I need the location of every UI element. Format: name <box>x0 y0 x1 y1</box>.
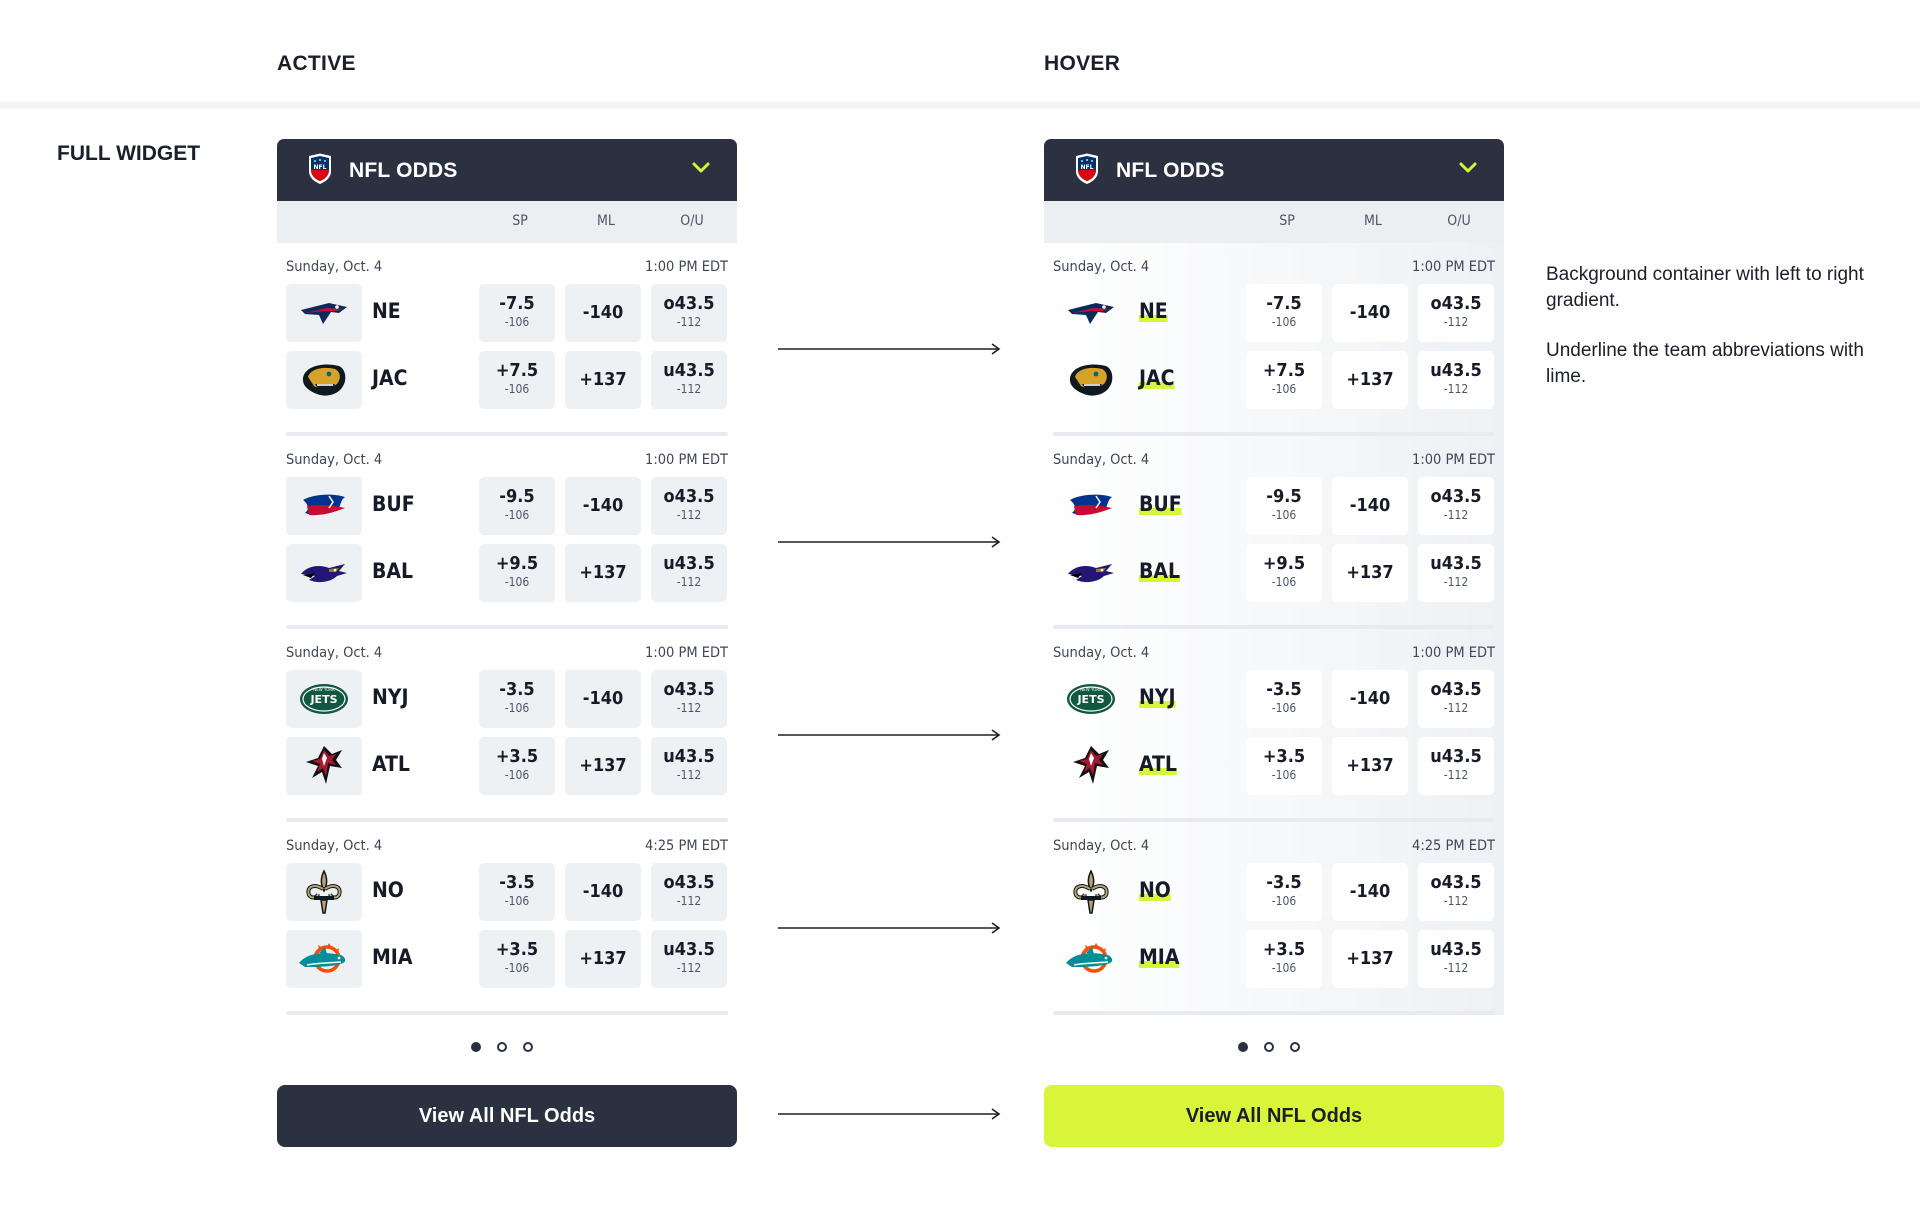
spread-value: -9.5 <box>1266 486 1302 507</box>
spread-value: +3.5 <box>495 746 539 767</box>
game-date: Sunday, Oct. 4 <box>1053 452 1150 468</box>
spread-value: -3.5 <box>499 679 535 700</box>
saints-logo-icon <box>286 863 362 921</box>
team-abbreviation: JAC <box>1139 366 1175 390</box>
spread-price: -106 <box>1271 315 1297 329</box>
spread-odds-cell[interactable] <box>479 477 555 535</box>
team-row <box>286 284 728 342</box>
arrow-icon <box>778 1108 1003 1120</box>
game-date: Sunday, Oct. 4 <box>1053 645 1150 661</box>
total-price: -112 <box>1443 894 1469 908</box>
moneyline-odds-cell[interactable] <box>1332 737 1408 795</box>
jaguars-logo-icon <box>1053 351 1129 409</box>
team-abbreviation: NYJ <box>372 685 409 709</box>
pagination-dot[interactable] <box>1238 1042 1248 1052</box>
total-odds-cell[interactable] <box>1418 477 1494 535</box>
team-abbreviation: NO <box>1139 878 1171 902</box>
moneyline-odds-cell[interactable] <box>565 477 641 535</box>
game-date: Sunday, Oct. 4 <box>286 452 383 468</box>
game-date: Sunday, Oct. 4 <box>1053 259 1150 275</box>
game-card[interactable] <box>1044 243 1504 436</box>
spread-price: -106 <box>1271 894 1297 908</box>
game-card <box>277 436 737 629</box>
spread-price: -106 <box>504 768 530 782</box>
game-card <box>277 822 737 1015</box>
team-row <box>1053 737 1495 795</box>
bills-logo-icon <box>1053 477 1129 535</box>
total-value: o43.5 <box>1430 293 1482 314</box>
game-time: 4:25 PM EDT <box>645 838 728 854</box>
team-abbreviation: NE <box>372 299 401 323</box>
spread-odds-cell[interactable] <box>479 930 555 988</box>
spread-odds-cell[interactable] <box>1246 284 1322 342</box>
column-header-sp: SP <box>1279 213 1295 229</box>
moneyline-odds-cell[interactable] <box>565 670 641 728</box>
svg-text:NEW YORK: NEW YORK <box>1080 687 1102 692</box>
team-abbreviation: NE <box>1139 299 1168 323</box>
moneyline-value: -140 <box>1349 495 1391 516</box>
total-odds-cell[interactable] <box>651 477 727 535</box>
total-value: o43.5 <box>1430 486 1482 507</box>
ravens-logo-icon <box>286 544 362 602</box>
spread-price: -106 <box>1271 382 1297 396</box>
spread-value: -3.5 <box>1266 679 1302 700</box>
total-value: u43.5 <box>1430 360 1482 381</box>
team-row <box>286 544 728 602</box>
game-date: Sunday, Oct. 4 <box>286 259 383 275</box>
total-price: -112 <box>676 768 702 782</box>
total-price: -112 <box>1443 315 1469 329</box>
svg-text:NEW YORK: NEW YORK <box>313 687 335 692</box>
arrow-icon <box>778 536 1003 548</box>
game-card <box>277 629 737 822</box>
column-header-ml: ML <box>597 213 615 229</box>
spread-odds-cell[interactable] <box>479 544 555 602</box>
total-odds-cell[interactable] <box>651 863 727 921</box>
total-price: -112 <box>1443 575 1469 589</box>
svg-text:JETS: JETS <box>1077 693 1105 706</box>
svg-text:JETS: JETS <box>310 693 338 706</box>
jets-logo-icon <box>1053 670 1129 728</box>
team-row <box>286 477 728 535</box>
spread-price: -106 <box>504 575 530 589</box>
pagination-dot[interactable] <box>523 1042 533 1052</box>
spread-odds-cell[interactable] <box>1246 477 1322 535</box>
spread-value: +3.5 <box>495 939 539 960</box>
total-odds-cell[interactable] <box>651 351 727 409</box>
total-value: u43.5 <box>663 939 715 960</box>
spread-odds-cell[interactable] <box>479 284 555 342</box>
team-abbreviation: NO <box>372 878 404 902</box>
game-time: 1:00 PM EDT <box>1412 645 1495 661</box>
total-odds-cell[interactable] <box>1418 930 1494 988</box>
patriots-logo-icon <box>286 284 362 342</box>
spread-price: -106 <box>504 961 530 975</box>
nfl-shield-icon <box>307 153 333 185</box>
game-time: 1:00 PM EDT <box>645 259 728 275</box>
team-row <box>1053 930 1495 988</box>
spread-odds-cell[interactable] <box>479 670 555 728</box>
pagination-dot[interactable] <box>471 1042 481 1052</box>
team-abbreviation: BUF <box>1139 492 1182 516</box>
spread-price: -106 <box>1271 508 1297 522</box>
total-value: u43.5 <box>663 553 715 574</box>
team-abbreviation: JAC <box>372 366 408 390</box>
moneyline-value: -140 <box>1349 688 1391 709</box>
game-divider <box>1053 1011 1495 1015</box>
total-value: u43.5 <box>1430 746 1482 767</box>
moneyline-value: +137 <box>1346 562 1394 583</box>
spread-value: +9.5 <box>495 553 539 574</box>
spread-value: +3.5 <box>1262 746 1306 767</box>
column-label-hover: HOVER <box>1044 52 1121 75</box>
total-odds-cell[interactable] <box>651 284 727 342</box>
total-price: -112 <box>676 894 702 908</box>
dolphins-logo-icon <box>286 930 362 988</box>
arrow-icon <box>778 729 1003 741</box>
spread-price: -106 <box>504 315 530 329</box>
game-time: 1:00 PM EDT <box>1412 452 1495 468</box>
game-card[interactable] <box>1044 822 1504 1015</box>
moneyline-value: -140 <box>1349 881 1391 902</box>
saints-logo-icon <box>1053 863 1129 921</box>
spread-price: -106 <box>504 382 530 396</box>
moneyline-value: -140 <box>582 688 624 709</box>
total-price: -112 <box>1443 382 1469 396</box>
annotation-note-gradient: Background container with left to right gradient. <box>1546 264 1864 311</box>
moneyline-value: +137 <box>1346 369 1394 390</box>
total-odds-cell[interactable] <box>1418 863 1494 921</box>
view-all-button-hover[interactable]: View All NFL Odds <box>1044 1085 1504 1147</box>
game-card[interactable] <box>1044 436 1504 629</box>
game-time: 1:00 PM EDT <box>645 452 728 468</box>
view-all-button-active[interactable]: View All NFL Odds <box>277 1085 737 1147</box>
pagination-dots-active <box>471 1042 541 1056</box>
total-value: o43.5 <box>1430 679 1482 700</box>
moneyline-odds-cell[interactable] <box>1332 863 1408 921</box>
nfl-shield-icon <box>1074 153 1100 185</box>
svg-text:NFL: NFL <box>313 164 327 171</box>
team-abbreviation: MIA <box>372 945 413 969</box>
moneyline-value: +137 <box>1346 948 1394 969</box>
spread-price: -106 <box>504 701 530 715</box>
game-date: Sunday, Oct. 4 <box>1053 838 1150 854</box>
team-row <box>286 670 728 728</box>
total-odds-cell[interactable] <box>651 670 727 728</box>
total-price: -112 <box>676 382 702 396</box>
moneyline-value: +137 <box>579 562 627 583</box>
team-abbreviation: MIA <box>1139 945 1180 969</box>
column-header-ou: O/U <box>1447 213 1471 229</box>
moneyline-odds-cell[interactable] <box>1332 544 1408 602</box>
team-row <box>286 351 728 409</box>
team-abbreviation: NYJ <box>1139 685 1176 709</box>
spread-value: +9.5 <box>1262 553 1306 574</box>
spread-value: -7.5 <box>1266 293 1302 314</box>
spread-value: -3.5 <box>499 872 535 893</box>
moneyline-odds-cell[interactable] <box>565 737 641 795</box>
arrow-icon <box>778 343 1003 355</box>
widget-title: NFL ODDS <box>1116 159 1225 182</box>
total-price: -112 <box>1443 768 1469 782</box>
moneyline-value: -140 <box>1349 302 1391 323</box>
falcons-logo-icon <box>286 737 362 795</box>
ravens-logo-icon <box>1053 544 1129 602</box>
game-card[interactable] <box>1044 629 1504 822</box>
bills-logo-icon <box>286 477 362 535</box>
moneyline-odds-cell[interactable] <box>1332 351 1408 409</box>
total-value: o43.5 <box>663 679 715 700</box>
team-row <box>1053 670 1495 728</box>
column-header-ou: O/U <box>680 213 704 229</box>
total-odds-cell[interactable] <box>1418 544 1494 602</box>
total-price: -112 <box>676 508 702 522</box>
spread-odds-cell[interactable] <box>1246 737 1322 795</box>
svg-text:NFL: NFL <box>1080 164 1094 171</box>
moneyline-odds-cell[interactable] <box>1332 284 1408 342</box>
spread-price: -106 <box>1271 768 1297 782</box>
patriots-logo-icon <box>1053 284 1129 342</box>
odds-widget-active <box>277 139 737 1015</box>
team-abbreviation: BUF <box>372 492 415 516</box>
total-value: u43.5 <box>663 360 715 381</box>
total-odds-cell[interactable] <box>1418 670 1494 728</box>
total-price: -112 <box>676 315 702 329</box>
total-odds-cell[interactable] <box>1418 284 1494 342</box>
team-abbreviation: BAL <box>372 559 414 583</box>
spread-value: -9.5 <box>499 486 535 507</box>
team-abbreviation: ATL <box>1139 752 1177 776</box>
spread-odds-cell[interactable] <box>1246 930 1322 988</box>
moneyline-value: -140 <box>582 302 624 323</box>
spread-price: -106 <box>1271 701 1297 715</box>
team-row <box>1053 544 1495 602</box>
column-label-active: ACTIVE <box>277 52 356 75</box>
total-price: -112 <box>1443 961 1469 975</box>
column-header-sp: SP <box>512 213 528 229</box>
team-abbreviation: ATL <box>372 752 410 776</box>
total-odds-cell[interactable] <box>651 544 727 602</box>
team-row <box>286 737 728 795</box>
team-row <box>1053 284 1495 342</box>
total-price: -112 <box>676 575 702 589</box>
spread-value: +7.5 <box>495 360 539 381</box>
moneyline-odds-cell[interactable] <box>565 930 641 988</box>
widget-header[interactable] <box>277 139 737 201</box>
team-row <box>1053 863 1495 921</box>
team-row <box>1053 351 1495 409</box>
team-abbreviation: BAL <box>1139 559 1181 583</box>
spread-value: +3.5 <box>1262 939 1306 960</box>
spread-price: -106 <box>1271 575 1297 589</box>
total-value: u43.5 <box>1430 939 1482 960</box>
total-value: o43.5 <box>663 486 715 507</box>
total-value: u43.5 <box>663 746 715 767</box>
total-price: -112 <box>1443 508 1469 522</box>
spread-odds-cell[interactable] <box>1246 544 1322 602</box>
row-label-full-widget: FULL WIDGET <box>57 142 201 165</box>
column-headers <box>277 201 737 243</box>
spread-odds-cell[interactable] <box>1246 351 1322 409</box>
moneyline-value: +137 <box>579 755 627 776</box>
total-price: -112 <box>676 961 702 975</box>
moneyline-odds-cell[interactable] <box>1332 930 1408 988</box>
team-row <box>1053 477 1495 535</box>
header-divider <box>0 102 1920 109</box>
game-date: Sunday, Oct. 4 <box>286 645 383 661</box>
game-time: 1:00 PM EDT <box>645 645 728 661</box>
chevron-down-icon[interactable] <box>691 161 711 175</box>
total-price: -112 <box>1443 701 1469 715</box>
spread-price: -106 <box>1271 961 1297 975</box>
game-divider <box>286 1011 728 1015</box>
total-odds-cell[interactable] <box>1418 351 1494 409</box>
spread-odds-cell[interactable] <box>479 863 555 921</box>
moneyline-odds-cell[interactable] <box>565 544 641 602</box>
pagination-dot[interactable] <box>1290 1042 1300 1052</box>
moneyline-value: +137 <box>1346 755 1394 776</box>
jets-logo-icon <box>286 670 362 728</box>
total-value: o43.5 <box>663 293 715 314</box>
widget-header[interactable] <box>1044 139 1504 201</box>
column-header-ml: ML <box>1364 213 1382 229</box>
chevron-down-icon[interactable] <box>1458 161 1478 175</box>
team-row <box>286 863 728 921</box>
odds-widget-hover <box>1044 139 1504 1015</box>
spread-odds-cell[interactable] <box>479 351 555 409</box>
game-card <box>277 243 737 436</box>
total-value: u43.5 <box>1430 553 1482 574</box>
spread-odds-cell[interactable] <box>1246 863 1322 921</box>
pagination-dots-hover <box>1238 1042 1308 1056</box>
spread-odds-cell[interactable] <box>1246 670 1322 728</box>
column-headers <box>1044 201 1504 243</box>
spread-value: +7.5 <box>1262 360 1306 381</box>
total-odds-cell[interactable] <box>651 737 727 795</box>
total-odds-cell[interactable] <box>1418 737 1494 795</box>
spread-price: -106 <box>504 894 530 908</box>
moneyline-value: -140 <box>582 495 624 516</box>
spread-odds-cell[interactable] <box>479 737 555 795</box>
falcons-logo-icon <box>1053 737 1129 795</box>
game-time: 4:25 PM EDT <box>1412 838 1495 854</box>
moneyline-odds-cell[interactable] <box>565 863 641 921</box>
moneyline-odds-cell[interactable] <box>565 351 641 409</box>
spread-value: -3.5 <box>1266 872 1302 893</box>
pagination-dot[interactable] <box>1264 1042 1274 1052</box>
moneyline-odds-cell[interactable] <box>565 284 641 342</box>
widget-title: NFL ODDS <box>349 159 458 182</box>
moneyline-value: +137 <box>579 369 627 390</box>
jaguars-logo-icon <box>286 351 362 409</box>
spread-value: -7.5 <box>499 293 535 314</box>
total-value: o43.5 <box>1430 872 1482 893</box>
total-value: o43.5 <box>663 872 715 893</box>
dolphins-logo-icon <box>1053 930 1129 988</box>
moneyline-value: -140 <box>582 881 624 902</box>
total-odds-cell[interactable] <box>651 930 727 988</box>
total-price: -112 <box>676 701 702 715</box>
spread-price: -106 <box>504 508 530 522</box>
pagination-dot[interactable] <box>497 1042 507 1052</box>
game-date: Sunday, Oct. 4 <box>286 838 383 854</box>
moneyline-value: +137 <box>579 948 627 969</box>
moneyline-odds-cell[interactable] <box>1332 477 1408 535</box>
game-time: 1:00 PM EDT <box>1412 259 1495 275</box>
annotation-note-underline: Underline the team abbreviations with lime. <box>1546 340 1864 387</box>
team-row <box>286 930 728 988</box>
moneyline-odds-cell[interactable] <box>1332 670 1408 728</box>
arrow-icon <box>778 922 1003 934</box>
